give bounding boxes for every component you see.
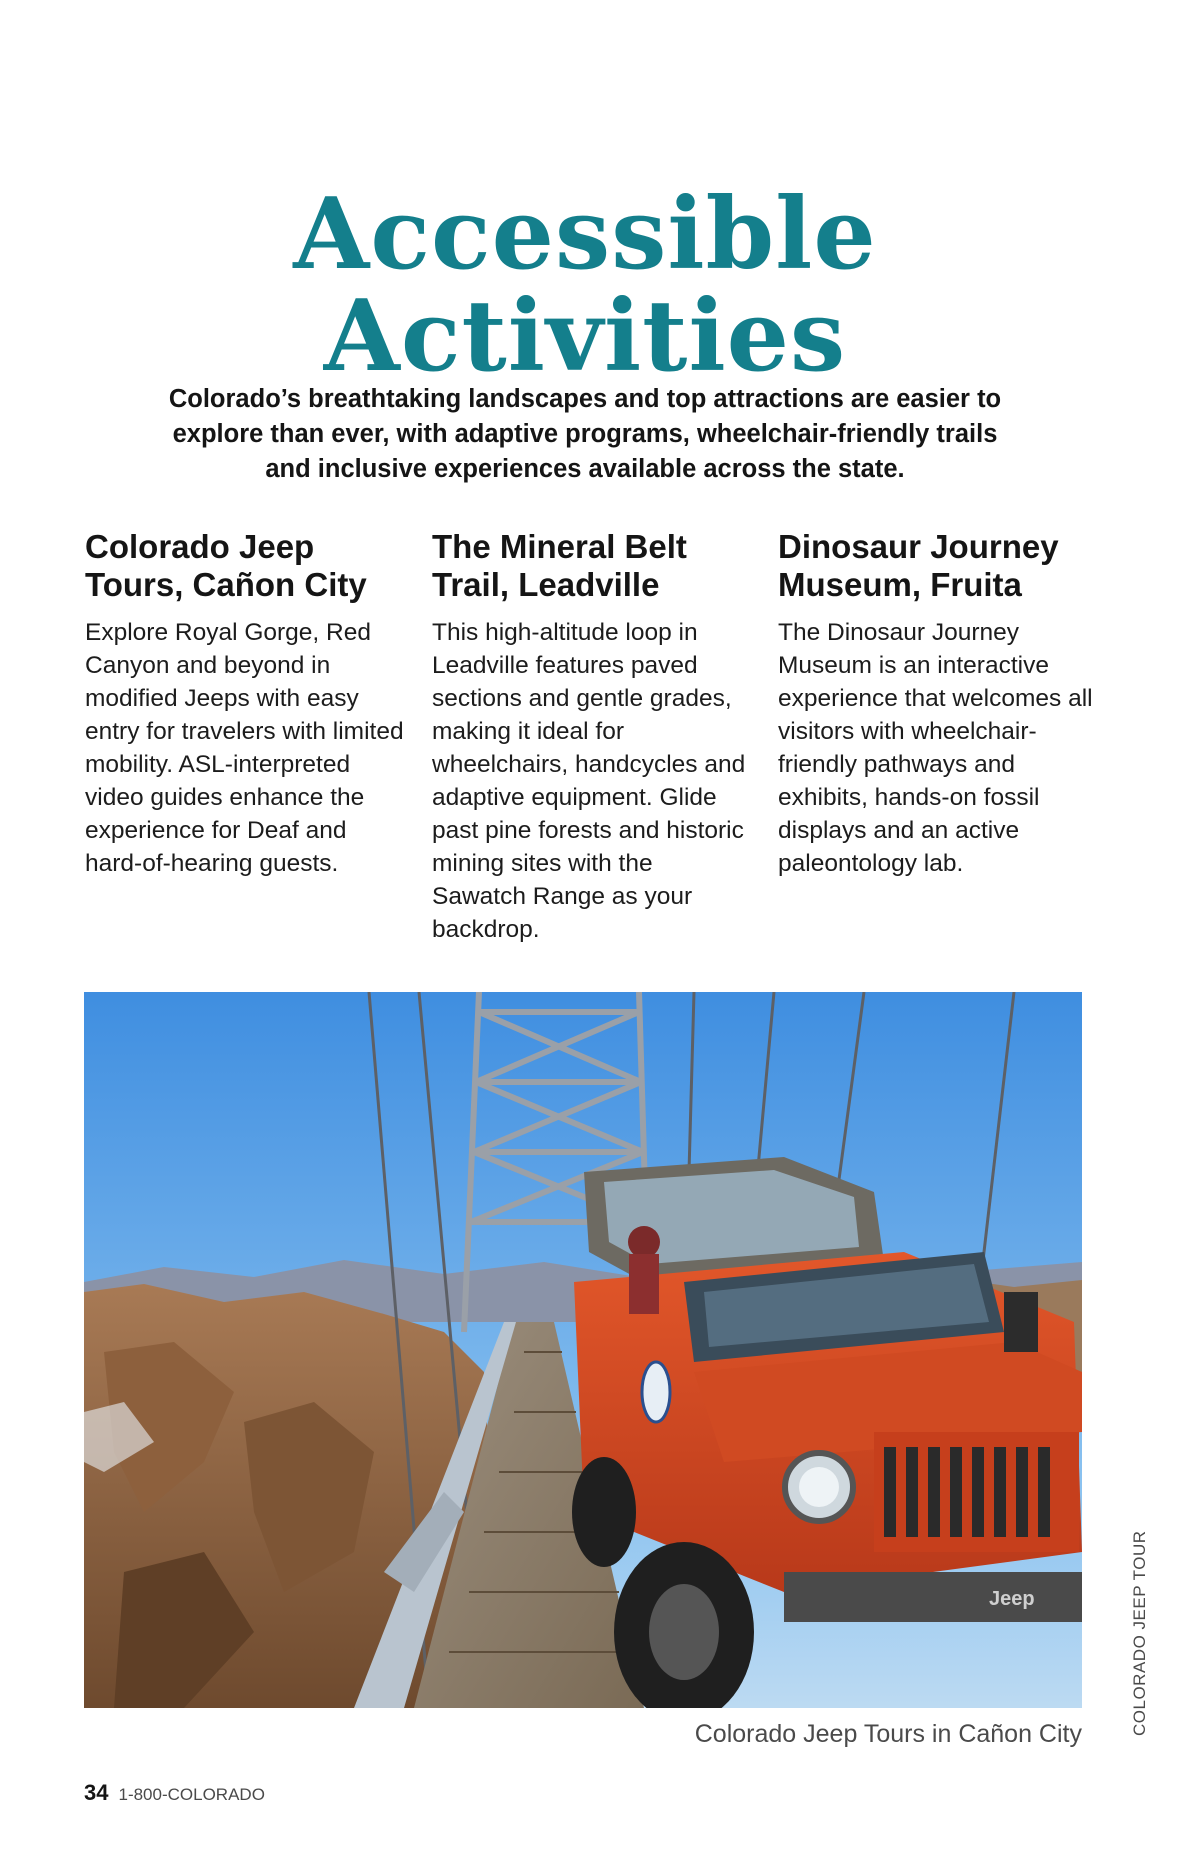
title-line-1: Accessible [293,176,877,292]
jeep-bridge-photo [84,992,1082,1708]
phone-number: 1-800-COLORADO [118,1785,265,1804]
intro-paragraph: Colorado’s breathtaking landscapes and top attractions are easier to explore than ever, with adaptive programs, wheelchair-friendly trails and inclusive experiences available across the state. [168,384,1002,483]
jeep-badge: Jeep [989,1588,1035,1610]
title-line-2: Activities [323,278,847,394]
activity-description: Explore Royal Gorge, Red Canyon and beyond in modified Jeeps with easy entry for travelers with limited mobility. ASL-interpreted video guides enhance the experience for Deaf and hard-of-hearing guests. [85,619,404,877]
activity-jeep-tours [85,528,405,880]
page-title [0,176,1170,394]
photo-credit: COLORADO JEEP TOUR [1130,1530,1149,1736]
activity-description: This high-altitude loop in Leadville features paved sections and gentle grades, making it ideal for wheelchairs, handcycles and adaptive equipment. Glide past pine forests and historic mining sites with the Sawatch Range as your backdrop. [432,619,746,943]
activity-heading: Colorado Jeep Tours, Cañon City [85,528,367,603]
activity-dinosaur-museum [778,528,1098,880]
activity-heading: The Mineral Belt Trail, Leadville [432,528,687,603]
activity-description: The Dinosaur Journey Museum is an interactive experience that welcomes all visitors with wheelchair-friendly pathways and exhibits, hands-on fossil displays and an active paleontology lab. [778,619,1093,877]
photo-illustration [84,992,1082,1708]
activity-heading: Dinosaur Journey Museum, Fruita [778,528,1059,603]
page-number: 34 [84,1780,109,1805]
activity-mineral-belt-trail [432,528,752,946]
page-footer [84,1780,265,1806]
photo-caption: Colorado Jeep Tours in Cañon City [694,1720,1082,1748]
